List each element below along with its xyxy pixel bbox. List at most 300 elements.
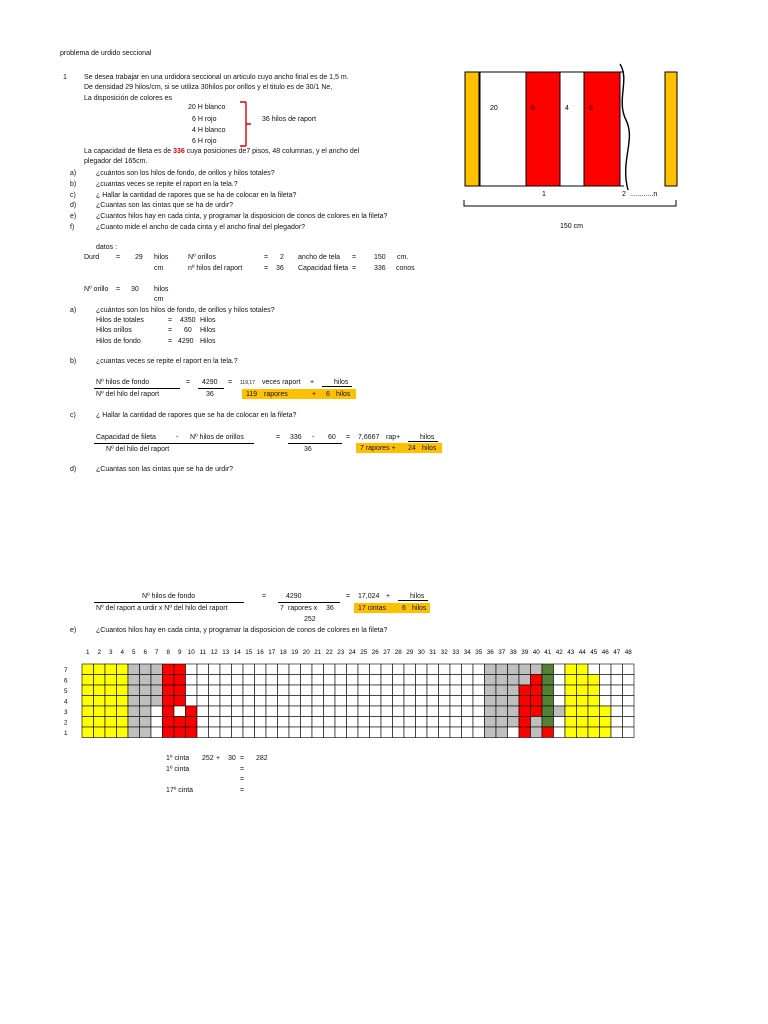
fraction-numerator: Nº hilos de orillos	[190, 434, 244, 441]
datos-capacidad-value: 336	[374, 265, 386, 272]
grid-cell	[439, 727, 451, 738]
grid-cell	[439, 706, 451, 717]
grid-cell	[370, 706, 382, 717]
grid-cell	[519, 664, 531, 675]
grid-cell	[128, 675, 140, 686]
answer-question: ¿Cuantas son las cintas que se ha de urdir?	[96, 466, 233, 473]
grid-cell	[531, 675, 543, 686]
grid-cell	[197, 727, 209, 738]
grid-cell	[243, 685, 255, 696]
question-text: ¿Cuantas son las cintas que se ha de urdir?	[96, 202, 233, 209]
grid-cell	[186, 696, 198, 707]
eq: =	[346, 434, 351, 441]
question-letter: f)	[70, 224, 75, 231]
grid-cell	[94, 664, 106, 675]
grid-cell	[554, 685, 566, 696]
grid-cell	[117, 664, 129, 675]
grid-cell	[416, 706, 428, 717]
grid-cell	[209, 717, 221, 728]
grid-cell	[588, 685, 600, 696]
grid-cell	[220, 696, 232, 707]
grid-cell	[531, 727, 543, 738]
grid-cell	[140, 727, 152, 738]
grid-cell	[128, 717, 140, 728]
unit: hilos	[422, 445, 437, 452]
grid-column-label: 31	[429, 649, 437, 656]
grid-cell	[335, 675, 347, 686]
fraction-bar	[288, 443, 342, 444]
result-value: 17 cintas	[358, 605, 387, 612]
grid-cell	[611, 664, 623, 675]
width-label: 150 cm	[560, 223, 583, 230]
grid-cell	[450, 664, 462, 675]
grid-cell	[82, 696, 94, 707]
grid-cell	[301, 727, 313, 738]
grid-cell	[312, 717, 324, 728]
grid-cell	[186, 664, 198, 675]
grid-cell	[324, 664, 336, 675]
problem-line-3: La disposición de colores es	[84, 95, 172, 102]
unit: hilos	[154, 286, 169, 293]
grid-cell	[508, 664, 520, 675]
value: 7,6667	[358, 434, 380, 441]
unit: hilos	[154, 254, 169, 261]
grid-cell	[623, 675, 635, 686]
grid-cell	[358, 717, 370, 728]
grid-row-label: 6	[64, 677, 68, 685]
value: 4290	[286, 593, 302, 600]
grid-cell	[347, 717, 359, 728]
width-brace-icon	[464, 200, 676, 206]
grid-cell	[243, 717, 255, 728]
grid-cell	[531, 685, 543, 696]
selvedge-right	[665, 72, 677, 186]
grid-cell	[243, 727, 255, 738]
answer-letter: d)	[70, 466, 77, 473]
datos-capacidad-label: Capacidad fileta	[298, 265, 349, 272]
grid-column-label: 46	[601, 649, 609, 656]
grid-row-label: 2	[64, 719, 68, 727]
grid-cell	[462, 696, 474, 707]
grid-cell	[105, 717, 117, 728]
grid-cell	[335, 685, 347, 696]
grid-cell	[439, 664, 451, 675]
unit: hilos	[410, 593, 425, 600]
grid-cell	[255, 685, 267, 696]
grid-cell	[519, 675, 531, 686]
grid-cell	[393, 727, 405, 738]
grid-column-label: 9	[177, 649, 182, 656]
answer-question: ¿Cuantos hilos hay en cada cinta, y programar la disposicion de conos de colores en la fileta?	[96, 627, 388, 634]
grid-row-label: 5	[64, 688, 68, 695]
grid-cell	[128, 706, 140, 717]
stripe-white-1	[480, 72, 526, 186]
grid-cell	[554, 675, 566, 686]
summary-value: 30	[228, 755, 236, 762]
fraction-denominator: Nº del hilo del raport	[106, 446, 170, 453]
creel-text-a: La capacidad de fileta es de	[84, 148, 172, 155]
question-letter: a)	[70, 170, 77, 177]
grid-cell	[312, 696, 324, 707]
datos-raport-label: nº hilos del raport	[188, 265, 243, 272]
unit: Hilos	[200, 327, 216, 334]
grid-cell	[623, 696, 635, 707]
grid-cell	[611, 706, 623, 717]
result-label: Hilos de totales	[96, 317, 144, 324]
grid-cell	[416, 675, 428, 686]
grid-cell	[450, 675, 462, 686]
grid-cell	[462, 727, 474, 738]
grid-cell	[565, 696, 577, 707]
grid-cell	[427, 696, 439, 707]
grid-cell	[554, 717, 566, 728]
question-text: ¿Cuanto mide el ancho de cada cinta y el ancho final del plegador?	[96, 224, 305, 231]
grid-cell	[393, 664, 405, 675]
fraction-numerator: Capacidad de fileta	[96, 434, 156, 441]
grid-cell	[289, 706, 301, 717]
grid-cell	[577, 675, 589, 686]
grid-cell	[335, 727, 347, 738]
grid-cell	[427, 706, 439, 717]
grid-column-label: 28	[394, 649, 402, 656]
grid-cell	[588, 706, 600, 717]
grid-cell	[151, 706, 163, 717]
grid-cell	[266, 717, 278, 728]
eq: =	[240, 776, 245, 783]
grid-cell	[117, 675, 129, 686]
value-small: 119,17	[240, 380, 255, 386]
unit: conos	[396, 265, 415, 272]
label: rapores x	[288, 605, 318, 612]
grid-cell	[577, 664, 589, 675]
grid-cell	[565, 717, 577, 728]
grid-cell	[186, 727, 198, 738]
grid-cell	[554, 706, 566, 717]
grid-cell	[519, 706, 531, 717]
grid-cell	[140, 675, 152, 686]
grid-row-label: 3	[64, 709, 68, 716]
grid-column-label: 48	[624, 649, 632, 656]
value: 252	[304, 616, 316, 623]
fraction-bar	[94, 388, 180, 389]
grid-cell	[393, 675, 405, 686]
grid-cell	[209, 727, 221, 738]
grid-cell	[473, 675, 485, 686]
grid-cell	[381, 717, 393, 728]
grid-cell	[531, 706, 543, 717]
grid-cell	[289, 717, 301, 728]
grid-cell	[370, 696, 382, 707]
eq: =	[276, 434, 281, 441]
grid-cell	[439, 717, 451, 728]
eq: =	[116, 254, 121, 261]
grid-cell	[174, 675, 186, 686]
grid-cell	[301, 696, 313, 707]
grid-cell	[519, 685, 531, 696]
grid-cell	[416, 664, 428, 675]
grid-cell	[565, 727, 577, 738]
grid-column-label: 43	[567, 649, 575, 656]
grid-cell	[473, 664, 485, 675]
grid-cell	[163, 664, 175, 675]
grid-cell	[588, 675, 600, 686]
eq: =	[264, 254, 269, 261]
grid-cell	[220, 727, 232, 738]
grid-cell	[439, 696, 451, 707]
grid-cell	[243, 696, 255, 707]
grid-cell	[404, 727, 416, 738]
grid-cell	[393, 696, 405, 707]
grid-cell	[255, 727, 267, 738]
grid-cell	[163, 727, 175, 738]
grid-cell	[163, 675, 175, 686]
grid-cell	[197, 685, 209, 696]
grid-cell	[611, 727, 623, 738]
grid-cell	[427, 727, 439, 738]
grid-cell	[416, 696, 428, 707]
plus: +	[312, 391, 317, 398]
grid-cell	[347, 685, 359, 696]
grid-cell	[232, 727, 244, 738]
grid-cell	[519, 696, 531, 707]
problem-line-2: De densidad 29 hilos/cm, si se utiliza 30hilos por orillos y el titulo es de 30/1 Ne,	[84, 84, 333, 91]
grid-cell	[174, 717, 186, 728]
grid-cell	[600, 706, 612, 717]
grid-cell	[381, 706, 393, 717]
grid-cell	[416, 685, 428, 696]
grid-cell	[473, 696, 485, 707]
grid-column-label: 41	[544, 649, 552, 656]
document-title: problema de urdido seccional	[60, 50, 152, 57]
grid-cell	[554, 696, 566, 707]
unit: cm	[154, 265, 164, 272]
grid-cell	[496, 685, 508, 696]
grid-cell	[163, 685, 175, 696]
grid-cell	[94, 685, 106, 696]
grid-cell	[128, 696, 140, 707]
unit: cm	[154, 296, 164, 303]
grid-cell	[301, 706, 313, 717]
grid-cell	[209, 706, 221, 717]
question-letter: c)	[70, 192, 76, 199]
stripe-label: 4	[565, 105, 569, 112]
grid-cell	[427, 717, 439, 728]
grid-cell	[151, 696, 163, 707]
grid-cell	[600, 664, 612, 675]
grid-cell	[519, 727, 531, 738]
grid-cell	[117, 685, 129, 696]
grid-cell	[473, 727, 485, 738]
grid-column-label: 22	[325, 649, 333, 656]
creel-capacity-value: 336	[173, 148, 185, 155]
grid-column-label: 5	[131, 649, 136, 656]
grid-cell	[232, 685, 244, 696]
answer-letter: c)	[70, 412, 76, 419]
grid-cell	[623, 706, 635, 717]
grid-column-label: 10	[187, 649, 195, 656]
stripe-white-2	[560, 72, 584, 186]
problem-number: 1	[63, 74, 67, 81]
grid-cell	[266, 664, 278, 675]
grid-cell	[335, 664, 347, 675]
color-item: 6 H rojo	[192, 138, 217, 145]
grid-column-label: 20	[302, 649, 310, 656]
grid-cell	[174, 727, 186, 738]
grid-cell	[197, 706, 209, 717]
result-value: 4290	[178, 338, 194, 345]
grid-cell	[278, 675, 290, 686]
grid-cell	[82, 685, 94, 696]
result-label: Hilos orillos	[96, 327, 132, 334]
grid-cell	[450, 727, 462, 738]
grid-column-label: 18	[279, 649, 287, 656]
label: veces raport	[262, 379, 301, 386]
grid-cell	[278, 727, 290, 738]
value: 4290	[202, 379, 218, 386]
grid-cell	[611, 685, 623, 696]
eq: =	[240, 787, 245, 794]
eq: =	[228, 379, 233, 386]
grid-cell	[324, 696, 336, 707]
grid-cell	[347, 727, 359, 738]
grid-cell	[186, 717, 198, 728]
grid-cell	[496, 727, 508, 738]
grid-cell	[496, 706, 508, 717]
grid-cell	[232, 664, 244, 675]
grid-cell	[404, 685, 416, 696]
grid-cell	[163, 696, 175, 707]
grid-column-label: 16	[256, 649, 264, 656]
unit: hilos	[336, 391, 351, 398]
grid-cell	[301, 685, 313, 696]
grid-cell	[370, 685, 382, 696]
raport-label: 36 hilos de raport	[262, 116, 317, 123]
grid-row-label: 4	[64, 698, 68, 706]
grid-cell	[174, 696, 186, 707]
grid-cell	[140, 706, 152, 717]
grid-cell	[278, 685, 290, 696]
plus: +	[310, 379, 315, 386]
grid-cell	[565, 706, 577, 717]
fraction-denominator: Nº del raport a urdir x Nº del hilo del raport	[96, 605, 228, 612]
grid-cell	[542, 706, 554, 717]
color-item: 6 H rojo	[192, 116, 217, 123]
grid-column-label: 19	[291, 649, 299, 656]
stripe-label: 6	[589, 105, 593, 112]
eq: =	[240, 755, 245, 762]
grid-cell	[600, 675, 612, 686]
grid-cell	[427, 675, 439, 686]
grid-column-label: 24	[348, 649, 356, 656]
question-text: ¿Cuantos hilos hay en cada cinta, y programar la disposicion de conos de colores en la fileta?	[96, 213, 388, 220]
grid-cell	[128, 685, 140, 696]
grid-cell	[94, 727, 106, 738]
eq: =	[346, 593, 351, 600]
grid-cell	[324, 706, 336, 717]
grid-column-label: 4	[120, 649, 125, 656]
answer-letter: e)	[70, 627, 77, 634]
grid-cell	[381, 675, 393, 686]
grid-cell	[255, 696, 267, 707]
grid-cell	[140, 717, 152, 728]
grid-cell	[565, 685, 577, 696]
answer-question: ¿cuantas veces se repite el raport en la tela.?	[96, 358, 238, 365]
grid-cell	[462, 685, 474, 696]
answer-letter: b)	[70, 358, 77, 365]
grid-column-label: 21	[314, 649, 322, 656]
grid-cell	[404, 696, 416, 707]
grid-cell	[289, 664, 301, 675]
creel-line	[84, 147, 359, 156]
grid-column-label: 35	[475, 649, 483, 656]
grid-cell	[163, 717, 175, 728]
fraction-numerator: Nº hilos de fondo	[96, 379, 150, 386]
fraction-denominator: Nº del hilo del raport	[96, 391, 160, 398]
grid-cell	[105, 685, 117, 696]
grid-column-label: 25	[360, 649, 368, 656]
grid-cell	[404, 664, 416, 675]
section-tick: 1	[542, 191, 546, 198]
grid-cell	[370, 664, 382, 675]
datos-heading: datos :	[96, 244, 118, 251]
grid-cell	[404, 675, 416, 686]
grid-cell	[542, 685, 554, 696]
grid-cell	[381, 727, 393, 738]
grid-cell	[117, 696, 129, 707]
grid-cell	[335, 696, 347, 707]
grid-cell	[623, 685, 635, 696]
grid-cell	[462, 717, 474, 728]
grid-column-label: 3	[108, 649, 113, 656]
grid-cell	[266, 675, 278, 686]
eq: =	[352, 265, 357, 272]
plus: +	[386, 593, 391, 600]
unit: hilos	[334, 379, 349, 386]
grid-cell	[439, 675, 451, 686]
grid-column-label: 7	[154, 649, 159, 656]
grid-cell	[347, 675, 359, 686]
eq: =	[262, 593, 267, 600]
grid-cell	[531, 696, 543, 707]
grid-cell	[485, 664, 497, 675]
grid-cell	[542, 696, 554, 707]
datos-orillos-label: Nº orillos	[188, 254, 216, 261]
grid-column-label: 13	[222, 649, 230, 656]
grid-cell	[358, 685, 370, 696]
grid-cell	[266, 696, 278, 707]
grid-cell	[94, 696, 106, 707]
grid-cell	[485, 675, 497, 686]
grid-column-label: 36	[486, 649, 494, 656]
selvedge-left	[465, 72, 479, 186]
grid-cell	[588, 696, 600, 707]
grid-cell	[197, 675, 209, 686]
grid-cell	[197, 696, 209, 707]
stripe-label: 20	[490, 105, 498, 112]
grid-cell	[370, 727, 382, 738]
result-value: 60	[184, 327, 192, 334]
value: 17,024	[358, 593, 380, 600]
eq: =	[352, 254, 357, 261]
grid-cell	[427, 664, 439, 675]
result-value: 6	[326, 391, 330, 398]
value: 36	[326, 605, 334, 612]
grid-cell	[312, 706, 324, 717]
grid-column-label: 23	[337, 649, 345, 656]
grid-cell	[531, 664, 543, 675]
grid-column-label: 11	[199, 649, 207, 656]
grid-cell	[117, 727, 129, 738]
